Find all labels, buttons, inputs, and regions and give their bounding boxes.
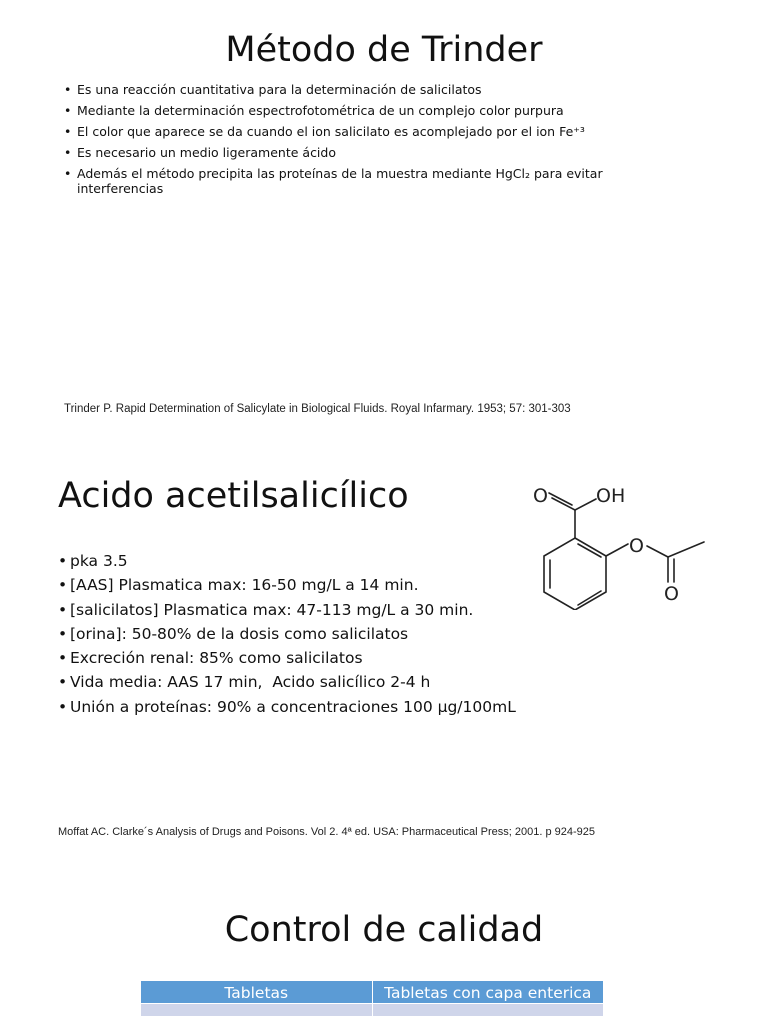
atom-oxygen: O [533, 485, 548, 507]
reference-citation: Trinder P. Rapid Determination of Salicylate in Biological Fluids. Royal Infarmary. 1953; 57: 301-303 [64, 403, 571, 415]
bullet-item: • Mediante la determinación espectrofotométrica de un complejo color purpura [64, 103, 664, 118]
atom-oxygen: O [629, 535, 644, 557]
bullet-item: • Vida media: AAS 17 min, Acido salicílico 2-4 h [58, 670, 578, 694]
quality-control-table [140, 980, 604, 1017]
table-header-row [141, 981, 604, 1004]
bullet-item: • El color que aparece se da cuando el ion salicilato es acomplejado por el ion Fe⁺³ [64, 124, 664, 139]
bullet-item: • pka 3.5 [58, 549, 578, 573]
slide-acetylsalicylic-acid [0, 440, 768, 860]
slide-quality-control [0, 870, 768, 1024]
bond [606, 544, 628, 556]
table-cell [372, 1004, 604, 1017]
reference-citation: Moffat AC. Clarke´s Analysis of Drugs and Poisons. Vol 2. 4ª ed. USA: Pharmaceutical Press; 2001. p 924-925 [58, 826, 596, 838]
bullet-list [58, 549, 578, 719]
bullet-item: • Es necesario un medio ligeramente ácido [64, 145, 664, 160]
bullet-list [64, 82, 664, 202]
table-header-cell: Tabletas [141, 981, 373, 1004]
methyl-bond [668, 542, 704, 557]
atom-hydroxyl: OH [596, 485, 626, 507]
slide-title: Método de Trinder [225, 30, 543, 70]
table-header-cell: Tabletas con capa enterica [372, 981, 604, 1004]
bullet-item: • [orina]: 50-80% de la dosis como salicilatos [58, 622, 578, 646]
bullet-item: • [salicilatos] Plasmatica max: 47-113 mg/L a 30 min. [58, 598, 578, 622]
bullet-item: • Es una reacción cuantitativa para la determinación de salicilatos [64, 82, 664, 97]
bullet-item: • Unión a proteínas: 90% a concentraciones 100 µg/100mL [58, 695, 578, 719]
bullet-item: • [AAS] Plasmatica max: 16-50 mg/L a 14 min. [58, 573, 578, 597]
table-cell [141, 1004, 373, 1017]
slide-trinder-method [0, 0, 768, 440]
slide-title: Control de calidad [224, 910, 544, 950]
bullet-item: • Además el método precipita las proteínas de la muestra mediante HgCl₂ para evitar interferencias [64, 166, 664, 196]
aromatic-double-bond [578, 591, 601, 605]
slide-title: Acido acetilsalicílico [58, 476, 409, 516]
bond [575, 499, 596, 510]
atom-oxygen: O [664, 583, 679, 605]
bond [647, 546, 668, 557]
bullet-item: • Excreción renal: 85% como salicilatos [58, 646, 578, 670]
table-row [141, 1004, 604, 1017]
